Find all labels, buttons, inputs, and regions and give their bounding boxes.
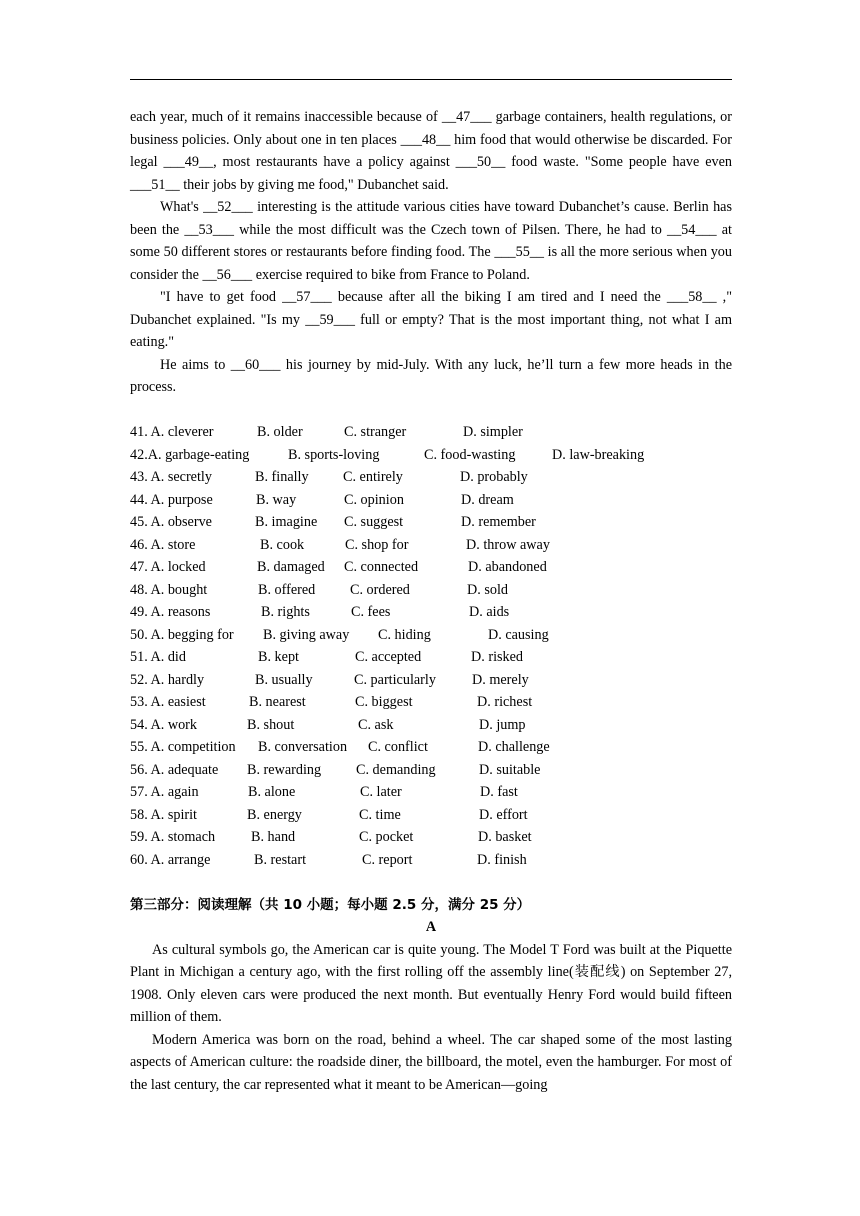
reading-paragraph: Modern America was born on the road, behind a wheel. The car shaped some of the most lasting aspects of American culture: the roadside diner, the billboard, the motel, even the hamburger. For most of the last century, the car represented what it meant to be American—going [130, 1031, 732, 1093]
option-b: B. finally [255, 469, 309, 485]
question-row [130, 511, 732, 534]
cloze-options-list [130, 421, 732, 871]
option-b: B. energy [247, 806, 302, 823]
option-b: B. offered [258, 581, 316, 598]
question-row [130, 579, 732, 602]
question-row [130, 669, 732, 692]
option-d: D. fast [480, 784, 518, 800]
spacer [130, 399, 732, 422]
option-c: C. later [360, 784, 402, 800]
passage-paragraph: He aims to __60___ his journey by mid-July. With any luck, he’ll turn a few more heads in the process. [130, 356, 732, 395]
question-row [130, 624, 732, 647]
option-d: D. effort [479, 806, 528, 823]
option-c: C. entirely [343, 469, 403, 485]
option-c: C. connected [344, 559, 419, 575]
option-c: C. biggest [355, 694, 413, 710]
option-d: D. basket [478, 829, 532, 845]
option-a: 54. A. work [130, 716, 197, 733]
question-row [130, 489, 732, 512]
option-b: B. older [257, 424, 303, 440]
option-b: B. damaged [257, 559, 325, 575]
option-a: 58. A. spirit [130, 806, 198, 823]
option-d: D. finish [477, 851, 527, 868]
option-a: 60. A. arrange [130, 851, 211, 868]
question-row [130, 691, 732, 714]
option-d: D. causing [488, 626, 549, 643]
passage-paragraph: "I have to get food __57___ because after all the biking I am tired and I need the ___58__ ," Dubanchet explained. "Is my __59___ full or empty? That is the most important thing, not what I am eating." [130, 289, 732, 350]
option-d: D. sold [467, 581, 508, 598]
section-title: 第三部分：阅读理解（共 10 小题；每小题 2.5 分，满分 25 分） [130, 896, 531, 913]
option-b: B. shout [247, 716, 295, 733]
option-a: 51. A. did [130, 649, 186, 665]
question-row [130, 444, 732, 467]
option-c: C. demanding [356, 761, 436, 778]
option-d: D. jump [479, 716, 526, 733]
question-row [130, 759, 732, 782]
option-a: 57. A. again [130, 784, 199, 800]
option-c: C. opinion [344, 491, 404, 508]
option-c: C. food-wasting [424, 446, 516, 463]
option-b: B. alone [248, 784, 296, 800]
option-d: D. dream [461, 491, 514, 508]
option-a: 45. A. observe [130, 514, 212, 530]
question-row [130, 421, 732, 444]
option-b: B. imagine [255, 514, 318, 530]
option-c: C. ordered [350, 581, 410, 598]
option-d: D. abandoned [468, 559, 547, 575]
option-c: C. suggest [344, 514, 404, 530]
option-b: B. cook [260, 536, 305, 553]
option-b: B. conversation [258, 739, 348, 755]
option-d: D. law-breaking [552, 446, 645, 463]
option-a: 59. A. stomach [130, 829, 216, 845]
page-content [130, 106, 732, 1096]
question-row [130, 714, 732, 737]
option-b: B. sports-loving [288, 446, 380, 463]
option-b: B. restart [254, 851, 307, 868]
option-a: 49. A. reasons [130, 604, 211, 620]
option-d: D. suitable [479, 761, 541, 778]
question-row [130, 466, 732, 489]
option-c: C. accepted [355, 649, 422, 665]
option-c: C. pocket [359, 829, 414, 845]
option-a: 53. A. easiest [130, 694, 206, 710]
option-d: D. aids [469, 604, 510, 620]
passage-paragraph: each year, much of it remains inaccessible because of __47___ garbage containers, health regulations, or business policies. Only about one in ten places ___48__ him food that would otherwise be discarded. For legal ___49__, most restaurants have a policy against ___50__ food waste. "Some people have even ___51__ their jobs by giving me food," Dubanchet said. [130, 109, 732, 193]
option-d: D. remember [461, 514, 536, 530]
question-row [130, 736, 732, 759]
option-a: 48. A. bought [130, 581, 208, 598]
option-b: B. kept [258, 649, 299, 665]
option-c: C. time [359, 806, 401, 823]
question-row [130, 826, 732, 849]
option-c: C. report [362, 851, 413, 868]
option-a: 43. A. secretly [130, 469, 212, 485]
option-b: B. usually [255, 671, 313, 688]
option-a: 56. A. adequate [130, 761, 219, 778]
option-c: C. stranger [344, 424, 407, 440]
option-b: B. rights [261, 604, 310, 620]
option-b: B. nearest [249, 694, 306, 710]
option-a: 55. A. competition [130, 739, 236, 755]
option-d: D. probably [460, 469, 528, 485]
option-c: C. shop for [345, 536, 409, 553]
question-row [130, 646, 732, 669]
spacer [130, 871, 732, 894]
option-d: D. risked [471, 649, 524, 665]
option-d: D. throw away [466, 536, 550, 553]
option-c: C. fees [351, 604, 391, 620]
option-a: 41. A. cleverer [130, 424, 214, 440]
question-row [130, 781, 732, 804]
option-c: C. hiding [378, 626, 431, 643]
option-a: 46. A. store [130, 536, 196, 553]
option-d: D. simpler [463, 424, 523, 440]
option-a: 42.A. garbage-eating [130, 446, 250, 463]
question-row [130, 534, 732, 557]
option-b: B. way [256, 491, 297, 508]
reading-paragraph: As cultural symbols go, the American car is quite young. The Model T Ford was built at the Piquette Plant in Michigan a century ago, with the first rolling off the assembly line(装配线) on September 27, 1908. Only eleven cars were produced the next month. But eventually Henry Ford would build fifteen million of them. [130, 941, 732, 1025]
option-b: B. rewarding [247, 761, 322, 778]
option-b: B. hand [251, 829, 296, 845]
option-a: 50. A. begging for [130, 626, 234, 643]
option-d: D. challenge [478, 739, 550, 755]
option-a: 52. A. hardly [130, 671, 205, 688]
question-row [130, 804, 732, 827]
option-c: C. particularly [354, 671, 436, 688]
passage-label: A [425, 919, 437, 935]
option-c: C. conflict [368, 739, 428, 755]
header-rule [130, 79, 732, 80]
option-a: 47. A. locked [130, 559, 206, 575]
option-a: 44. A. purpose [130, 491, 213, 508]
option-d: D. merely [472, 671, 529, 688]
passage-paragraph: What's __52___ interesting is the attitude various cities have toward Dubanchet’s cause. Berlin has been the __53___ while the most difficult was the Czech town of Pilsen. There, he had to __54___ at some 50 different stores or restaurants before finding food. The ___55__ is all the more serious when you consider the __56___ exercise required to bike from France to Poland. [130, 199, 732, 283]
option-c: C. ask [358, 716, 394, 733]
question-row [130, 601, 732, 624]
question-row [130, 849, 732, 872]
option-b: B. giving away [263, 626, 350, 643]
question-row [130, 556, 732, 579]
option-d: D. richest [477, 694, 533, 710]
